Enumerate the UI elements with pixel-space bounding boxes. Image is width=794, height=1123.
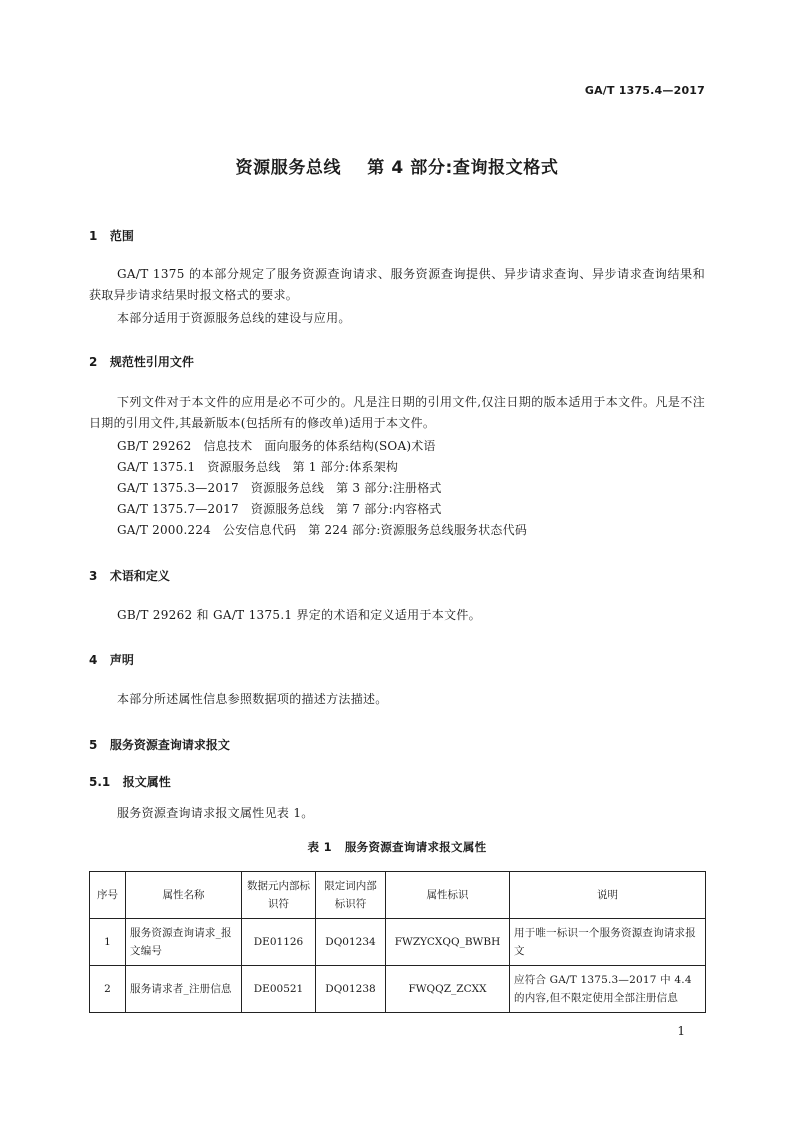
page-title: 资源服务总线 第 4 部分:查询报文格式 (235, 158, 559, 178)
cell-attribute-name: 服务请求者_注册信息 (126, 966, 242, 1013)
attributes-paragraph: 服务资源查询请求报文属性见表 1。 (117, 806, 314, 820)
cell-data-element-id: DE01126 (242, 919, 316, 966)
column-header-index: 序号 (90, 872, 126, 919)
section-heading-scope: 1 范围 (89, 229, 134, 243)
table-header-row (90, 872, 706, 919)
scope-paragraph-1: GA/T 1375 的本部分规定了服务资源查询请求、服务资源查询提供、异步请求查询、异步请求查询结果和获取异步请求结果时报文格式的要求。 (89, 267, 705, 302)
cell-attribute-identifier: FWZYCXQQ_BWBH (386, 919, 510, 966)
table-row (90, 966, 706, 1013)
cell-qualifier-id: DQ01238 (316, 966, 386, 1013)
column-header-attribute-name: 属性名称 (126, 872, 242, 919)
reference-item: GA/T 1375.7—2017 资源服务总线 第 7 部分:内容格式 (117, 502, 442, 516)
column-header-attribute-identifier: 属性标识 (386, 872, 510, 919)
reference-item: GA/T 2000.224 公安信息代码 第 224 部分:资源服务总线服务状态代码 (117, 523, 528, 537)
column-header-data-element-id: 数据元内部标识符 (242, 872, 316, 919)
column-header-description: 说明 (510, 872, 706, 919)
document-code-header: GA/T 1375.4—2017 (584, 84, 705, 97)
scope-paragraph-2: 本部分适用于资源服务总线的建设与应用。 (117, 311, 351, 325)
references-paragraph: 下列文件对于本文件的应用是必不可少的。凡是注日期的引用文件,仅注日期的版本适用于本文件。凡是不注日期的引用文件,其最新版本(包括所有的修改单)适用于本文件。 (89, 395, 705, 430)
cell-index: 2 (90, 966, 126, 1013)
cell-description: 应符合 GA/T 1375.3—2017 中 4.4 的内容,但不限定使用全部注册信息 (510, 966, 706, 1013)
cell-index: 1 (90, 919, 126, 966)
column-header-qualifier-id: 限定词内部标识符 (316, 872, 386, 919)
declaration-paragraph: 本部分所述属性信息参照数据项的描述方法描述。 (117, 692, 388, 706)
terms-paragraph: GB/T 29262 和 GA/T 1375.1 界定的术语和定义适用于本文件。 (117, 608, 481, 622)
reference-item: GB/T 29262 信息技术 面向服务的体系结构(SOA)术语 (117, 439, 436, 453)
cell-qualifier-id: DQ01234 (316, 919, 386, 966)
section-heading-normative-references: 2 规范性引用文件 (89, 355, 194, 369)
section-heading-query-request: 5 服务资源查询请求报文 (89, 738, 230, 752)
section-heading-declaration: 4 声明 (89, 653, 134, 667)
cell-attribute-identifier: FWQQZ_ZCXX (386, 966, 510, 1013)
cell-data-element-id: DE00521 (242, 966, 316, 1013)
attributes-table (89, 871, 706, 1013)
section-heading-terms: 3 术语和定义 (89, 569, 170, 583)
reference-item: GA/T 1375.1 资源服务总线 第 1 部分:体系架构 (117, 460, 399, 474)
reference-item: GA/T 1375.3—2017 资源服务总线 第 3 部分:注册格式 (117, 481, 442, 495)
table-row (90, 919, 706, 966)
subsection-heading-message-attributes: 5.1 报文属性 (89, 775, 171, 789)
page-number: 1 (677, 1024, 685, 1038)
cell-attribute-name: 服务资源查询请求_报文编号 (126, 919, 242, 966)
table-caption: 表 1 服务资源查询请求报文属性 (307, 840, 487, 854)
cell-description: 用于唯一标识一个服务资源查询请求报文 (510, 919, 706, 966)
